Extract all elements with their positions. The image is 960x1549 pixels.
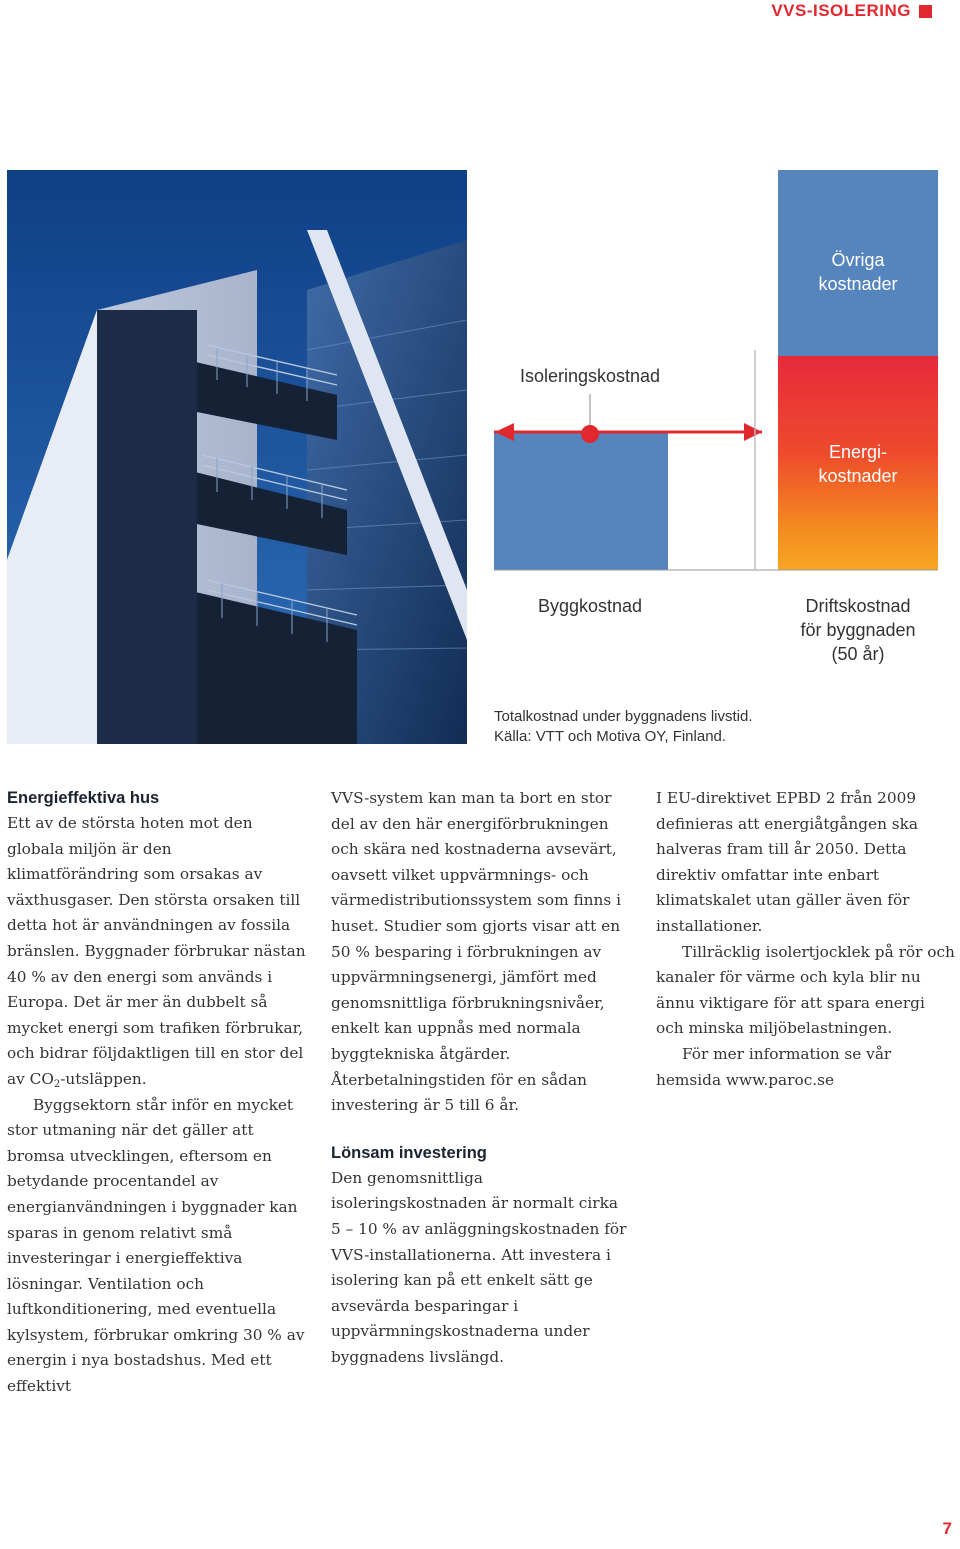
category-drift-3: (50 år) <box>831 644 885 664</box>
co2-subscript: 2 <box>53 1078 61 1090</box>
building-photo-illustration <box>7 170 467 744</box>
col1-paragraph-1 <box>7 811 307 1093</box>
heading-energieffektiva-hus: Energieffektiva hus <box>7 789 160 807</box>
label-isoleringskostnad: Isoleringskostnad <box>519 366 661 386</box>
col2-paragraph-1: VVS-system kan man ta bort en stor del av den här energiförbrukningen och skära ned kostnaderna avsevärt, oavsett vilket uppvärmnings- och värmedistributionssystem som finns i huset. Studier som gjorts visar att en 50 % besparing i förbrukningen av uppvärmningsenergi, jämfört med genomsnittliga förbrukningsnivåer, enkelt kan uppnås med normala byggtekniska åtgärder. Återbetalningstiden för en sådan investering är 5 till 6 år. <box>331 789 621 1115</box>
bar-energikostnader <box>778 356 938 570</box>
col1-p1-end: -utsläppen. <box>60 1069 147 1088</box>
category-drift-1: Driftskostnad <box>805 596 911 616</box>
label-ovriga-1: Övriga <box>831 250 885 270</box>
col3-paragraph-1: I EU-direktivet EPBD 2 från 2009 definieras att energiåtgången ska halveras fram till år 2050. Detta direktiv omfattar inte enbart klimatskalet utan gäller även för installationer. <box>656 789 919 935</box>
bar-byggkostnad <box>494 432 668 570</box>
heading-lonsam-investering: Lönsam investering <box>331 1143 487 1162</box>
insulation-marker <box>581 425 599 443</box>
building-photo <box>7 170 467 744</box>
col2-paragraph-2: Den genomsnittliga isoleringskostnaden är normalt cirka 5 – 10 % av anläggningskostnaden för VVS-installationerna. Att investera i isolering kan på ett enkelt sätt ge avsevärda besparingar i uppvärmningskostnaderna under byggnadens livslängd. <box>331 1168 627 1366</box>
square-icon <box>919 5 932 18</box>
col1-p1-text: Ett av de största hoten mot den globala miljön är den klimatförändring som orsakas av växthusgaser. Den största orsaken till detta hot är användningen av fossila bränslen. Byggnader förbrukar nästan 40 % av den energi som används i Europa. Det är mer än dubbelt så mycket energi som trafiken förbrukar, och bidrar följdaktligen till en stor del av CO <box>7 814 306 1088</box>
cost-chart-svg <box>490 170 960 750</box>
text-column-3 <box>656 786 956 1093</box>
col1-paragraph-2: Byggsektorn står inför en mycket stor utmaning när det gäller att bromsa utvecklingen, eftersom en betydande procentandel av energianvändningen i byggnader kan sparas in genom relativt små investeringar i energieffektiva lösningar. Ventilation och luftkonditionering, med eventuella kylsystem, förbrukar omkring 30 % av energin i nya bostadshus. Med ett effektivt <box>7 1095 305 1396</box>
page-header <box>771 0 932 22</box>
chart-caption <box>494 707 894 747</box>
category-byggkostnad: Byggkostnad <box>537 596 643 616</box>
caption-line-2: Källa: VTT och Motiva OY, Finland. <box>494 728 727 745</box>
page-number: 7 <box>942 1519 952 1538</box>
category-drift-2: för byggnaden <box>800 620 916 640</box>
caption-line-1: Totalkostnad under byggnadens livstid. <box>494 708 753 725</box>
section-title: VVS-ISOLERING <box>771 1 911 20</box>
col3-paragraph-2: Tillräcklig isolertjocklek på rör och kanaler för värme och kyla blir nu ännu viktigare för att spara energi och minska miljöbelastningen. <box>656 942 955 1038</box>
label-energi-2: kostnader <box>818 466 898 486</box>
text-column-2 <box>331 786 631 1370</box>
arrow-right-icon <box>744 423 762 441</box>
text-column-1 <box>7 786 307 1400</box>
label-energi-1: Energi- <box>828 442 888 462</box>
label-ovriga-2: kostnader <box>818 274 898 294</box>
col3-paragraph-3: För mer information se vår hemsida www.paroc.se <box>656 1044 892 1089</box>
cost-chart <box>490 170 960 750</box>
